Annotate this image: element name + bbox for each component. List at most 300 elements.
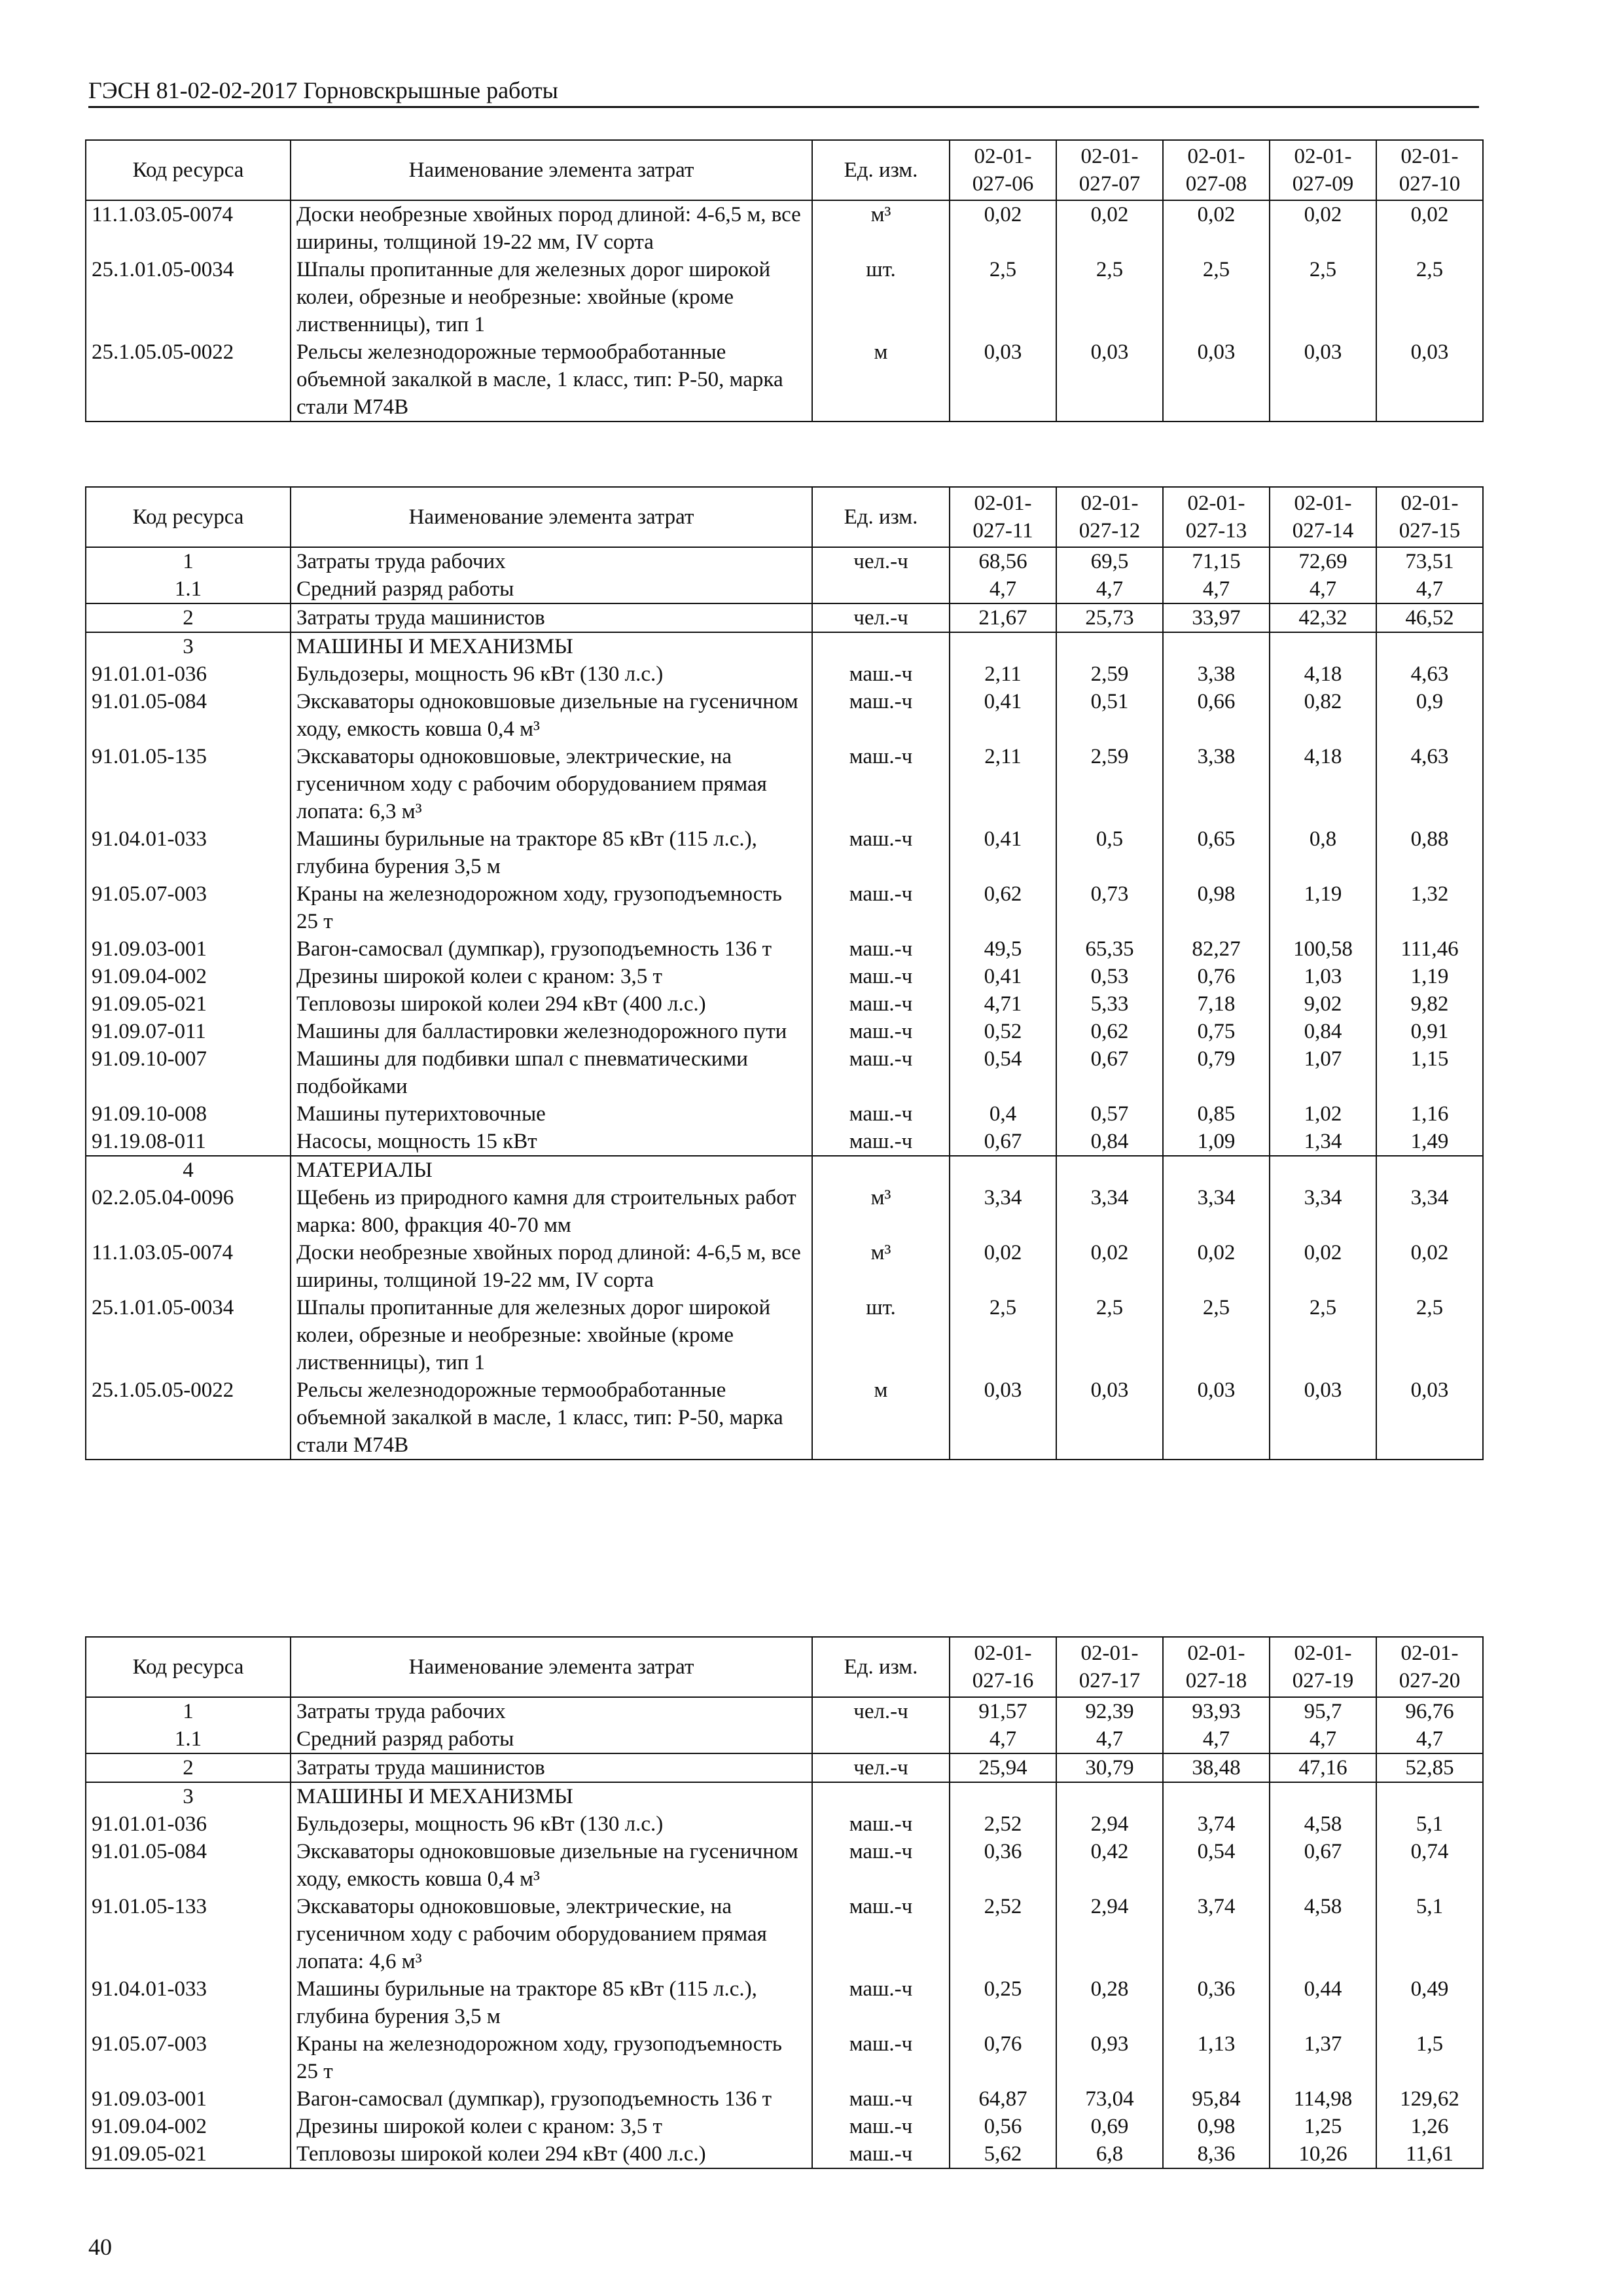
value-cell: 82,27 bbox=[1163, 935, 1270, 963]
value-cell: 3,34 bbox=[1270, 1184, 1376, 1239]
resource-name: Вагон-самосвал (думпкар), грузоподъемность 136 т bbox=[291, 2085, 812, 2113]
resource-name: Шпалы пропитанные для железных дорог широкой колеи, обрезные и необрезные: хвойные (кроме лиственницы), тип 1 bbox=[291, 1294, 812, 1376]
value-cell: 100,58 bbox=[1270, 935, 1376, 963]
resource-code: 91.01.01-036 bbox=[86, 1810, 291, 1838]
value-cell: 2,5 bbox=[1376, 1294, 1483, 1376]
resource-name: Затраты труда машинистов bbox=[291, 1753, 812, 1782]
resource-code: 2 bbox=[86, 1753, 291, 1782]
value-cell: 96,76 bbox=[1376, 1697, 1483, 1725]
resource-code: 91.04.01-033 bbox=[86, 1975, 291, 2030]
col-header-unit: Ед. изм. bbox=[812, 1637, 950, 1697]
value-cell: 0,62 bbox=[950, 880, 1056, 935]
resource-name: Рельсы железнодорожные термообработанные объемной закалкой в масле, 1 класс, тип: Р-50, марка стали М74В bbox=[291, 338, 812, 422]
value-cell bbox=[1376, 1782, 1483, 1810]
value-cell: 0,54 bbox=[1163, 1838, 1270, 1893]
value-cell: 0,73 bbox=[1056, 880, 1163, 935]
col-header-norm: 02-01- 027-14 bbox=[1270, 487, 1376, 547]
value-cell: 95,7 bbox=[1270, 1697, 1376, 1725]
value-cell: 0,84 bbox=[1270, 1018, 1376, 1045]
resource-name: Бульдозеры, мощность 96 кВт (130 л.с.) bbox=[291, 1810, 812, 1838]
value-cell: 0,02 bbox=[1056, 200, 1163, 256]
value-cell: 71,15 bbox=[1163, 547, 1270, 575]
header-row bbox=[86, 1637, 1483, 1697]
unit-cell: маш.-ч bbox=[812, 1810, 950, 1838]
value-cell: 7,18 bbox=[1163, 990, 1270, 1018]
unit-cell: маш.-ч bbox=[812, 743, 950, 825]
value-cell: 2,5 bbox=[950, 256, 1056, 338]
value-cell: 33,97 bbox=[1163, 603, 1270, 632]
value-cell: 3,38 bbox=[1163, 743, 1270, 825]
value-cell: 91,57 bbox=[950, 1697, 1056, 1725]
table-row bbox=[86, 1782, 1483, 1810]
value-cell bbox=[1056, 1156, 1163, 1184]
value-cell: 1,19 bbox=[1376, 963, 1483, 990]
value-cell: 4,7 bbox=[1056, 1725, 1163, 1753]
resource-name: Машины бурильные на тракторе 85 кВт (115 л.с.), глубина бурения 3,5 м bbox=[291, 1975, 812, 2030]
resource-name: Дрезины широкой колеи с краном: 3,5 т bbox=[291, 963, 812, 990]
resource-code: 1 bbox=[86, 1697, 291, 1725]
value-cell: 4,7 bbox=[950, 575, 1056, 603]
value-cell: 49,5 bbox=[950, 935, 1056, 963]
table-row bbox=[86, 1128, 1483, 1156]
table-row bbox=[86, 1893, 1483, 1975]
unit-cell: маш.-ч bbox=[812, 688, 950, 743]
value-cell: 1,32 bbox=[1376, 880, 1483, 935]
value-cell: 9,02 bbox=[1270, 990, 1376, 1018]
value-cell: 2,11 bbox=[950, 660, 1056, 688]
resource-code: 3 bbox=[86, 632, 291, 660]
unit-cell bbox=[812, 1725, 950, 1753]
value-cell: 0,65 bbox=[1163, 825, 1270, 880]
resource-code: 91.01.05-084 bbox=[86, 1838, 291, 1893]
unit-cell: маш.-ч bbox=[812, 935, 950, 963]
resource-code: 91.09.07-011 bbox=[86, 1018, 291, 1045]
value-cell: 0,03 bbox=[1376, 338, 1483, 422]
resource-name: Доски необрезные хвойных пород длиной: 4-6,5 м, все ширины, толщиной 19-22 мм, IV сорта bbox=[291, 1239, 812, 1294]
resource-code: 91.09.05-021 bbox=[86, 990, 291, 1018]
value-cell: 1,16 bbox=[1376, 1100, 1483, 1128]
value-cell: 25,73 bbox=[1056, 603, 1163, 632]
col-header-norm: 02-01- 027-07 bbox=[1056, 140, 1163, 200]
value-cell: 4,7 bbox=[1056, 575, 1163, 603]
table-row bbox=[86, 688, 1483, 743]
value-cell: 73,04 bbox=[1056, 2085, 1163, 2113]
value-cell: 0,03 bbox=[1163, 338, 1270, 422]
resource-code: 91.01.05-133 bbox=[86, 1893, 291, 1975]
unit-cell: маш.-ч bbox=[812, 963, 950, 990]
resource-code: 91.09.05-021 bbox=[86, 2140, 291, 2168]
value-cell: 0,02 bbox=[1163, 200, 1270, 256]
value-cell: 0,51 bbox=[1056, 688, 1163, 743]
col-header-norm: 02-01- 027-11 bbox=[950, 487, 1056, 547]
value-cell: 92,39 bbox=[1056, 1697, 1163, 1725]
resource-table-3 bbox=[85, 1636, 1484, 2169]
value-cell: 0,03 bbox=[1376, 1376, 1483, 1460]
value-cell: 65,35 bbox=[1056, 935, 1163, 963]
col-header-norm: 02-01- 027-16 bbox=[950, 1637, 1056, 1697]
value-cell: 4,7 bbox=[950, 1725, 1056, 1753]
col-header-norm: 02-01- 027-09 bbox=[1270, 140, 1376, 200]
resource-name: Краны на железнодорожном ходу, грузоподъемность 25 т bbox=[291, 880, 812, 935]
col-header-name: Наименование элемента затрат bbox=[291, 487, 812, 547]
value-cell: 1,19 bbox=[1270, 880, 1376, 935]
value-cell: 0,44 bbox=[1270, 1975, 1376, 2030]
value-cell: 0,36 bbox=[1163, 1975, 1270, 2030]
value-cell: 52,85 bbox=[1376, 1753, 1483, 1782]
resource-code: 25.1.05.05-0022 bbox=[86, 1376, 291, 1460]
value-cell: 0,67 bbox=[950, 1128, 1056, 1156]
table-row bbox=[86, 632, 1483, 660]
value-cell: 3,34 bbox=[950, 1184, 1056, 1239]
value-cell: 0,69 bbox=[1056, 2113, 1163, 2140]
col-header-norm: 02-01- 027-18 bbox=[1163, 1637, 1270, 1697]
value-cell: 95,84 bbox=[1163, 2085, 1270, 2113]
resource-code: 4 bbox=[86, 1156, 291, 1184]
value-cell bbox=[950, 1156, 1056, 1184]
value-cell: 0,62 bbox=[1056, 1018, 1163, 1045]
resource-name: Щебень из природного камня для строительных работ марка: 800, фракция 40-70 мм bbox=[291, 1184, 812, 1239]
unit-cell: маш.-ч bbox=[812, 1018, 950, 1045]
value-cell: 0,9 bbox=[1376, 688, 1483, 743]
value-cell: 0,03 bbox=[950, 338, 1056, 422]
resource-name: Затраты труда машинистов bbox=[291, 603, 812, 632]
value-cell: 1,26 bbox=[1376, 2113, 1483, 2140]
unit-cell: чел.-ч bbox=[812, 1697, 950, 1725]
value-cell: 0,76 bbox=[1163, 963, 1270, 990]
value-cell: 3,38 bbox=[1163, 660, 1270, 688]
resource-name: Машины бурильные на тракторе 85 кВт (115 л.с.), глубина бурения 3,5 м bbox=[291, 825, 812, 880]
value-cell: 0,42 bbox=[1056, 1838, 1163, 1893]
value-cell: 0,28 bbox=[1056, 1975, 1163, 2030]
value-cell: 4,18 bbox=[1270, 743, 1376, 825]
value-cell: 3,34 bbox=[1056, 1184, 1163, 1239]
value-cell: 4,58 bbox=[1270, 1810, 1376, 1838]
col-header-norm: 02-01- 027-06 bbox=[950, 140, 1056, 200]
unit-cell: маш.-ч bbox=[812, 880, 950, 935]
table-row bbox=[86, 1838, 1483, 1893]
unit-cell bbox=[812, 632, 950, 660]
value-cell: 69,5 bbox=[1056, 547, 1163, 575]
table-row bbox=[86, 1376, 1483, 1460]
resource-name: Насосы, мощность 15 кВт bbox=[291, 1128, 812, 1156]
value-cell bbox=[950, 632, 1056, 660]
table-row bbox=[86, 1045, 1483, 1100]
value-cell: 129,62 bbox=[1376, 2085, 1483, 2113]
value-cell bbox=[1056, 632, 1163, 660]
value-cell: 0,03 bbox=[1056, 338, 1163, 422]
table-row bbox=[86, 880, 1483, 935]
unit-cell: маш.-ч bbox=[812, 1045, 950, 1100]
value-cell: 4,7 bbox=[1270, 575, 1376, 603]
value-cell: 0,66 bbox=[1163, 688, 1270, 743]
unit-cell bbox=[812, 1782, 950, 1810]
resource-table-1 bbox=[85, 139, 1484, 422]
value-cell: 0,4 bbox=[950, 1100, 1056, 1128]
resource-code: 25.1.05.05-0022 bbox=[86, 338, 291, 422]
table-row bbox=[86, 1100, 1483, 1128]
value-cell: 2,5 bbox=[1270, 1294, 1376, 1376]
unit-cell: маш.-ч bbox=[812, 1893, 950, 1975]
resource-name: Экскаваторы одноковшовые дизельные на гусеничном ходу, емкость ковша 0,4 м³ bbox=[291, 1838, 812, 1893]
unit-cell bbox=[812, 575, 950, 603]
value-cell: 1,03 bbox=[1270, 963, 1376, 990]
table-row bbox=[86, 660, 1483, 688]
col-header-norm: 02-01- 027-17 bbox=[1056, 1637, 1163, 1697]
value-cell: 0,82 bbox=[1270, 688, 1376, 743]
col-header-name: Наименование элемента затрат bbox=[291, 140, 812, 200]
unit-cell: чел.-ч bbox=[812, 1753, 950, 1782]
page-number: 40 bbox=[88, 2234, 112, 2260]
resource-name: Тепловозы широкой колеи 294 кВт (400 л.с.) bbox=[291, 2140, 812, 2168]
table-row bbox=[86, 2113, 1483, 2140]
resource-table-2 bbox=[85, 486, 1484, 1460]
resource-name: Бульдозеры, мощность 96 кВт (130 л.с.) bbox=[291, 660, 812, 688]
table-row bbox=[86, 575, 1483, 603]
col-header-code: Код ресурса bbox=[86, 140, 291, 200]
value-cell: 0,03 bbox=[1056, 1376, 1163, 1460]
value-cell bbox=[1056, 1782, 1163, 1810]
value-cell: 0,41 bbox=[950, 963, 1056, 990]
resource-code: 1.1 bbox=[86, 1725, 291, 1753]
resource-name: Дрезины широкой колеи с краном: 3,5 т bbox=[291, 2113, 812, 2140]
table-row bbox=[86, 1725, 1483, 1753]
value-cell: 0,36 bbox=[950, 1838, 1056, 1893]
value-cell: 21,67 bbox=[950, 603, 1056, 632]
table-row bbox=[86, 1239, 1483, 1294]
resource-code: 91.01.01-036 bbox=[86, 660, 291, 688]
value-cell bbox=[1163, 1782, 1270, 1810]
col-header-norm: 02-01- 027-13 bbox=[1163, 487, 1270, 547]
value-cell: 3,74 bbox=[1163, 1810, 1270, 1838]
value-cell: 4,63 bbox=[1376, 743, 1483, 825]
resource-name: Экскаваторы одноковшовые, электрические, на гусеничном ходу с рабочим оборудованием прямая лопата: 4,6 м³ bbox=[291, 1893, 812, 1975]
resource-code: 2 bbox=[86, 603, 291, 632]
value-cell: 30,79 bbox=[1056, 1753, 1163, 1782]
resource-name: Вагон-самосвал (думпкар), грузоподъемность 136 т bbox=[291, 935, 812, 963]
value-cell: 4,7 bbox=[1376, 1725, 1483, 1753]
value-cell: 3,74 bbox=[1163, 1893, 1270, 1975]
value-cell: 2,52 bbox=[950, 1810, 1056, 1838]
resource-code: 91.09.04-002 bbox=[86, 2113, 291, 2140]
resource-code: 1 bbox=[86, 547, 291, 575]
value-cell: 42,32 bbox=[1270, 603, 1376, 632]
running-header: ГЭСН 81-02-02-2017 Горновскрышные работы bbox=[88, 77, 1479, 108]
value-cell: 0,02 bbox=[1376, 1239, 1483, 1294]
value-cell: 1,37 bbox=[1270, 2030, 1376, 2085]
value-cell: 4,63 bbox=[1376, 660, 1483, 688]
resource-code: 25.1.01.05-0034 bbox=[86, 256, 291, 338]
value-cell: 1,34 bbox=[1270, 1128, 1376, 1156]
value-cell: 0,76 bbox=[950, 2030, 1056, 2085]
value-cell: 11,61 bbox=[1376, 2140, 1483, 2168]
value-cell: 0,53 bbox=[1056, 963, 1163, 990]
value-cell: 6,8 bbox=[1056, 2140, 1163, 2168]
resource-name: МАШИНЫ И МЕХАНИЗМЫ bbox=[291, 632, 812, 660]
resource-code: 91.09.04-002 bbox=[86, 963, 291, 990]
value-cell: 0,02 bbox=[1270, 1239, 1376, 1294]
resource-code: 91.05.07-003 bbox=[86, 880, 291, 935]
resource-name: Средний разряд работы bbox=[291, 1725, 812, 1753]
value-cell: 0,84 bbox=[1056, 1128, 1163, 1156]
value-cell: 0,98 bbox=[1163, 880, 1270, 935]
value-cell: 2,59 bbox=[1056, 743, 1163, 825]
value-cell: 0,85 bbox=[1163, 1100, 1270, 1128]
col-header-code: Код ресурса bbox=[86, 487, 291, 547]
value-cell: 0,02 bbox=[950, 200, 1056, 256]
resource-name: Доски необрезные хвойных пород длиной: 4-6,5 м, все ширины, толщиной 19-22 мм, IV сорта bbox=[291, 200, 812, 256]
value-cell: 46,52 bbox=[1376, 603, 1483, 632]
table-row bbox=[86, 1018, 1483, 1045]
table-row bbox=[86, 338, 1483, 422]
table-row bbox=[86, 1975, 1483, 2030]
resource-code: 91.05.07-003 bbox=[86, 2030, 291, 2085]
value-cell: 2,5 bbox=[1056, 256, 1163, 338]
unit-cell: м³ bbox=[812, 200, 950, 256]
value-cell: 72,69 bbox=[1270, 547, 1376, 575]
unit-cell: м³ bbox=[812, 1184, 950, 1239]
unit-cell: маш.-ч bbox=[812, 1838, 950, 1893]
resource-name: Экскаваторы одноковшовые дизельные на гусеничном ходу, емкость ковша 0,4 м³ bbox=[291, 688, 812, 743]
value-cell: 3,34 bbox=[1163, 1184, 1270, 1239]
unit-cell: маш.-ч bbox=[812, 1100, 950, 1128]
value-cell: 8,36 bbox=[1163, 2140, 1270, 2168]
table-row bbox=[86, 1184, 1483, 1239]
col-header-name: Наименование элемента затрат bbox=[291, 1637, 812, 1697]
resource-code: 11.1.03.05-0074 bbox=[86, 200, 291, 256]
table-row bbox=[86, 743, 1483, 825]
value-cell: 111,46 bbox=[1376, 935, 1483, 963]
header-row bbox=[86, 140, 1483, 200]
value-cell: 0,79 bbox=[1163, 1045, 1270, 1100]
unit-cell: маш.-ч bbox=[812, 2030, 950, 2085]
table-row bbox=[86, 825, 1483, 880]
table-row bbox=[86, 1810, 1483, 1838]
col-header-unit: Ед. изм. bbox=[812, 140, 950, 200]
value-cell: 0,54 bbox=[950, 1045, 1056, 1100]
value-cell bbox=[1270, 1782, 1376, 1810]
value-cell: 0,56 bbox=[950, 2113, 1056, 2140]
value-cell: 5,1 bbox=[1376, 1893, 1483, 1975]
table-row bbox=[86, 1156, 1483, 1184]
resource-code: 91.01.05-135 bbox=[86, 743, 291, 825]
value-cell: 114,98 bbox=[1270, 2085, 1376, 2113]
resource-name: МАТЕРИАЛЫ bbox=[291, 1156, 812, 1184]
value-cell: 2,5 bbox=[1056, 1294, 1163, 1376]
value-cell: 10,26 bbox=[1270, 2140, 1376, 2168]
unit-cell bbox=[812, 1156, 950, 1184]
value-cell: 2,5 bbox=[950, 1294, 1056, 1376]
value-cell: 0,02 bbox=[1270, 200, 1376, 256]
value-cell: 0,02 bbox=[1056, 1239, 1163, 1294]
value-cell: 1,02 bbox=[1270, 1100, 1376, 1128]
value-cell: 0,52 bbox=[950, 1018, 1056, 1045]
table-row bbox=[86, 1753, 1483, 1782]
resource-name: Тепловозы широкой колеи 294 кВт (400 л.с.) bbox=[291, 990, 812, 1018]
resource-name: Средний разряд работы bbox=[291, 575, 812, 603]
unit-cell: маш.-ч bbox=[812, 1975, 950, 2030]
value-cell: 2,5 bbox=[1163, 1294, 1270, 1376]
value-cell: 1,25 bbox=[1270, 2113, 1376, 2140]
col-header-norm: 02-01- 027-20 bbox=[1376, 1637, 1483, 1697]
col-header-norm: 02-01- 027-10 bbox=[1376, 140, 1483, 200]
value-cell: 0,03 bbox=[1163, 1376, 1270, 1460]
header-row bbox=[86, 487, 1483, 547]
col-header-code: Код ресурса bbox=[86, 1637, 291, 1697]
value-cell: 1,49 bbox=[1376, 1128, 1483, 1156]
value-cell: 0,41 bbox=[950, 825, 1056, 880]
value-cell bbox=[1376, 1156, 1483, 1184]
value-cell: 5,1 bbox=[1376, 1810, 1483, 1838]
value-cell: 0,03 bbox=[1270, 338, 1376, 422]
value-cell: 68,56 bbox=[950, 547, 1056, 575]
col-header-norm: 02-01- 027-08 bbox=[1163, 140, 1270, 200]
value-cell: 38,48 bbox=[1163, 1753, 1270, 1782]
value-cell: 0,49 bbox=[1376, 1975, 1483, 2030]
unit-cell: м bbox=[812, 338, 950, 422]
table-row bbox=[86, 935, 1483, 963]
resource-name: Экскаваторы одноковшовые, электрические, на гусеничном ходу с рабочим оборудованием прямая лопата: 6,3 м³ bbox=[291, 743, 812, 825]
value-cell: 5,33 bbox=[1056, 990, 1163, 1018]
table-row bbox=[86, 547, 1483, 575]
col-header-norm: 02-01- 027-19 bbox=[1270, 1637, 1376, 1697]
unit-cell: маш.-ч bbox=[812, 2140, 950, 2168]
value-cell: 0,57 bbox=[1056, 1100, 1163, 1128]
resource-code: 91.04.01-033 bbox=[86, 825, 291, 880]
value-cell bbox=[1376, 632, 1483, 660]
resource-name: Затраты труда рабочих bbox=[291, 1697, 812, 1725]
value-cell: 2,52 bbox=[950, 1893, 1056, 1975]
value-cell bbox=[1270, 1156, 1376, 1184]
resource-code: 11.1.03.05-0074 bbox=[86, 1239, 291, 1294]
value-cell: 0,67 bbox=[1270, 1838, 1376, 1893]
value-cell: 3,34 bbox=[1376, 1184, 1483, 1239]
unit-cell: чел.-ч bbox=[812, 547, 950, 575]
resource-code: 1.1 bbox=[86, 575, 291, 603]
unit-cell: чел.-ч bbox=[812, 603, 950, 632]
value-cell: 1,09 bbox=[1163, 1128, 1270, 1156]
value-cell: 1,13 bbox=[1163, 2030, 1270, 2085]
value-cell: 0,03 bbox=[950, 1376, 1056, 1460]
resource-code: 91.09.10-008 bbox=[86, 1100, 291, 1128]
value-cell: 73,51 bbox=[1376, 547, 1483, 575]
value-cell: 2,11 bbox=[950, 743, 1056, 825]
unit-cell: м bbox=[812, 1376, 950, 1460]
value-cell: 4,7 bbox=[1163, 1725, 1270, 1753]
unit-cell: маш.-ч bbox=[812, 660, 950, 688]
value-cell: 2,5 bbox=[1163, 256, 1270, 338]
col-header-norm: 02-01- 027-12 bbox=[1056, 487, 1163, 547]
value-cell: 47,16 bbox=[1270, 1753, 1376, 1782]
resource-code: 91.19.08-011 bbox=[86, 1128, 291, 1156]
unit-cell: маш.-ч bbox=[812, 2113, 950, 2140]
resource-name: МАШИНЫ И МЕХАНИЗМЫ bbox=[291, 1782, 812, 1810]
value-cell: 64,87 bbox=[950, 2085, 1056, 2113]
value-cell: 0,67 bbox=[1056, 1045, 1163, 1100]
table-row bbox=[86, 990, 1483, 1018]
value-cell: 0,93 bbox=[1056, 2030, 1163, 2085]
value-cell: 0,02 bbox=[1163, 1239, 1270, 1294]
value-cell: 0,03 bbox=[1270, 1376, 1376, 1460]
value-cell: 2,5 bbox=[1270, 256, 1376, 338]
value-cell: 0,02 bbox=[950, 1239, 1056, 1294]
unit-cell: маш.-ч bbox=[812, 990, 950, 1018]
value-cell: 5,62 bbox=[950, 2140, 1056, 2168]
value-cell: 25,94 bbox=[950, 1753, 1056, 1782]
value-cell bbox=[1163, 632, 1270, 660]
unit-cell: маш.-ч bbox=[812, 1128, 950, 1156]
value-cell: 0,98 bbox=[1163, 2113, 1270, 2140]
value-cell: 93,93 bbox=[1163, 1697, 1270, 1725]
